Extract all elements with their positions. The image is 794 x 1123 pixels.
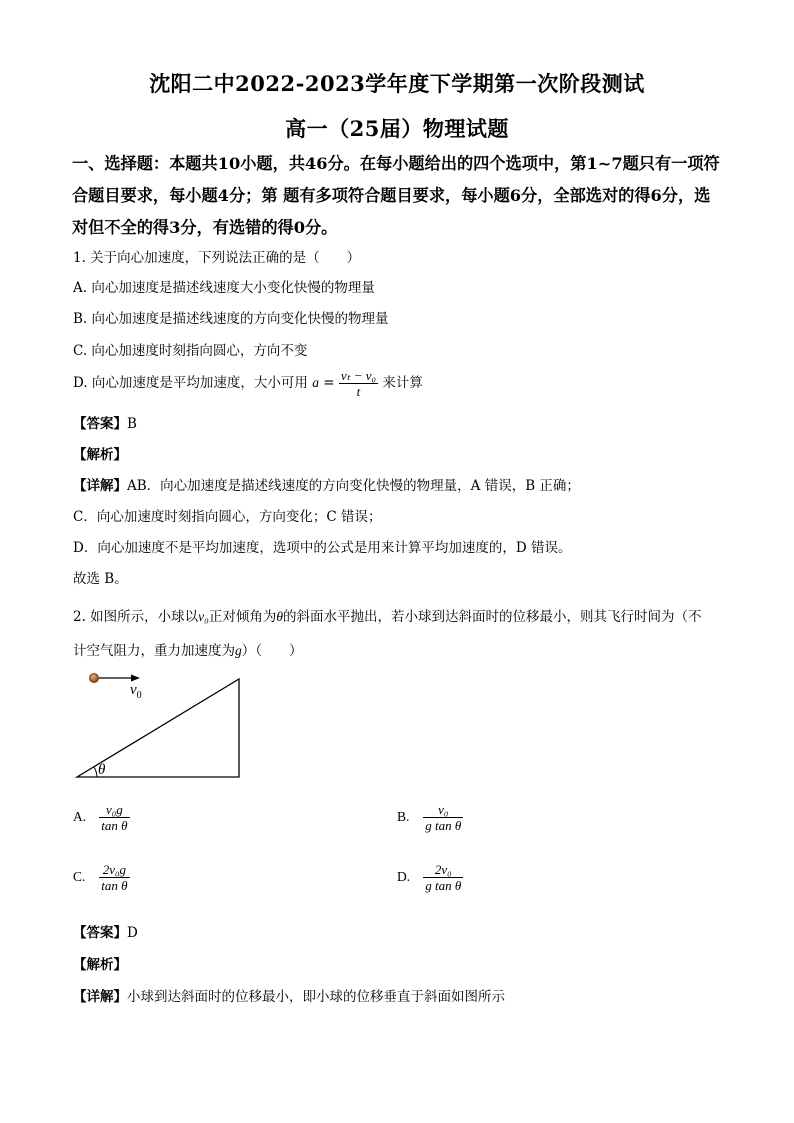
stem-v0: v₀ [198,609,209,624]
option-label: B. [397,809,410,824]
question-1-stem: 1. 关于向心加速度，下列说法正确的是（ ） [73,250,361,266]
question-2-option-b [397,802,463,833]
angle-arc [94,767,97,777]
formula-numerator: 2v₀ [423,862,463,878]
detail-tag: 【详解】 [73,478,127,494]
question-2-option-d [397,862,463,893]
formula-numerator: v₀ [423,802,463,818]
option-d-formula [339,368,378,399]
formula-numerator: v₀g [99,802,129,818]
stem-text: 的斜面水平抛出，若小球到达斜面时的位移最小，则其飞行时间为（不 [283,609,702,625]
question-2-option-a [73,802,130,833]
question-1-analysis-tag: 【解析】 [73,447,127,463]
formula-denominator: g tan θ [425,818,462,833]
question-1-option-c: C. 向心加速度时刻指向圆心，方向不变 [73,343,308,359]
question-2-answer [73,921,138,941]
stem-g: g [235,643,242,658]
question-2-detail-1 [73,985,505,1005]
formula-denominator: g tan θ [425,878,462,893]
question-1-option-b: B. 向心加速度是描述线速度的方向变化快慢的物理量 [73,311,389,327]
option-formula [423,862,463,893]
answer-tag: 【答案】 [73,416,127,432]
ball-icon [90,674,99,683]
stem-text: 2. 如图所示，小球以 [73,609,199,625]
detail-tag: 【详解】 [73,989,127,1005]
option-d-text: D. 向心加速度是平均加速度，大小可用 [73,375,308,391]
question-1-answer [73,412,137,432]
formula-numerator: 2v₀g [99,862,129,878]
answer-tag: 【答案】 [73,925,127,941]
question-1-detail-1 [73,474,580,494]
exam-subtitle: 高一（25届）物理试题 [285,116,509,141]
formula-denominator: t [356,384,361,399]
answer-value: B [127,416,137,432]
question-2-stem-line-2 [73,639,303,659]
question-2-option-c [73,862,130,893]
question-1-detail-2: C．向心加速度时刻指向圆心，方向变化；C 错误； [73,509,382,525]
question-1-conclusion: 故选 B。 [73,571,128,587]
option-formula [99,802,129,833]
arrowhead-icon [131,675,140,682]
question-1-detail-3: D．向心加速度不是平均加速度，选项中的公式是用来计算平均加速度的，D 错误。 [73,540,572,556]
stem-text: ）（ ） [241,643,303,659]
velocity-label: $v_0$ [130,682,142,701]
question-2-analysis-tag: 【解析】 [73,957,127,973]
formula-denominator: tan θ [101,878,128,893]
question-1-option-a: A. 向心加速度是描述线速度大小变化快慢的物理量 [73,280,375,296]
question-2-stem-line-1 [73,605,702,625]
option-label: C. [73,869,86,884]
detail-text: 小球到达斜面时的位移最小，即小球的位移垂直于斜面如图所示 [127,989,505,1005]
formula-numerator: vₜ − v₀ [340,368,377,383]
formula-denominator: tan θ [101,818,128,833]
option-d-equals: = [323,375,335,391]
stem-text: 正对倾角为 [208,609,277,625]
answer-value: D [127,925,138,941]
option-d-text-end: 来计算 [382,375,423,391]
option-label: D. [397,869,411,884]
stem-theta: θ [276,609,283,624]
question-1-option-d [73,368,423,399]
exam-title: 沈阳二中2022-2023学年度下学期第一次阶段测试 [149,71,645,96]
option-formula [99,862,129,893]
option-formula [423,802,463,833]
stem-text: 计空气阻力，重力加速度为 [73,643,235,659]
section-instructions: 一、选择题：本题共10小题，共46分。在每小题给出的四个选项中，第1~7题只有一项符合题目要求，每小题4分；第 题有多项符合题目要求，每小题6分，全部选对的得6分，选对但不全的得3分，有选错的得0分。 [72,154,720,237]
incline-figure [70,668,250,783]
angle-label: θ [98,762,106,778]
option-label: A. [73,809,87,824]
option-d-symbol-a: a [312,375,319,390]
detail-text: AB．向心加速度是描述线速度的方向变化快慢的物理量，A 错误，B 正确； [127,478,580,494]
